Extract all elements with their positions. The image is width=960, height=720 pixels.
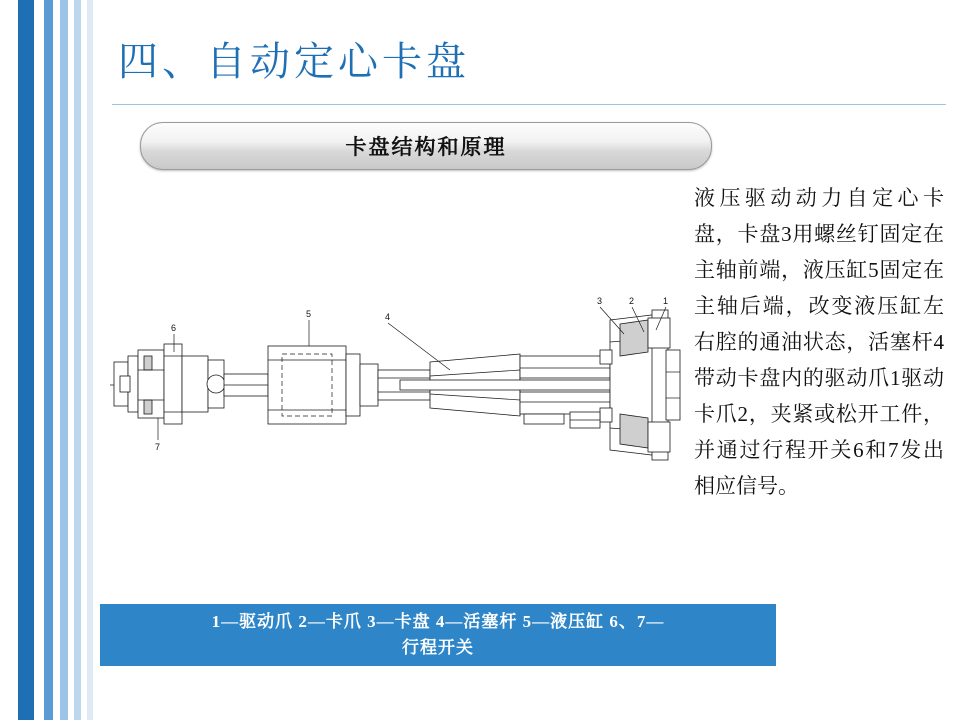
svg-text:5: 5 <box>306 309 312 319</box>
svg-text:2: 2 <box>629 296 635 306</box>
stripe-2 <box>18 0 34 720</box>
section-banner-label: 卡盘结构和原理 <box>345 135 507 159</box>
svg-text:4: 4 <box>385 312 391 322</box>
stripe-6 <box>60 0 68 720</box>
stripe-3 <box>34 0 44 720</box>
figure-caption-line-1: 1—驱动爪 2—卡爪 3—卡盘 4—活塞杆 5—液压缸 6、7— <box>211 612 665 631</box>
stripe-8 <box>74 0 81 720</box>
svg-text:6: 6 <box>171 323 177 333</box>
svg-text:7: 7 <box>155 442 161 452</box>
svg-text:1: 1 <box>663 296 669 306</box>
stripe-11 <box>93 0 96 720</box>
stripe-1 <box>0 0 18 720</box>
svg-text:3: 3 <box>597 296 603 306</box>
figure-caption-line-2: 行程开关 <box>402 638 474 657</box>
section-banner <box>140 122 712 170</box>
body-paragraph: 液压驱动动力自定心卡盘，卡盘3用螺丝钉固定在主轴前端，液压缸5固定在主轴后端，改变液压缸左右腔的通油状态，活塞杆4带动卡盘内的驱动爪1驱动卡爪2，夹紧或松开工件，并通过行程开关6和7发出相应信号。 <box>694 186 944 498</box>
figure-caption <box>100 604 776 666</box>
title-divider <box>112 104 946 105</box>
page-title: 四、自动定心卡盘 <box>118 39 470 84</box>
stripe-4 <box>44 0 53 720</box>
stripe-5 <box>53 0 60 720</box>
chuck-assembly-figure <box>100 290 690 480</box>
left-stripe-decoration <box>0 0 96 720</box>
